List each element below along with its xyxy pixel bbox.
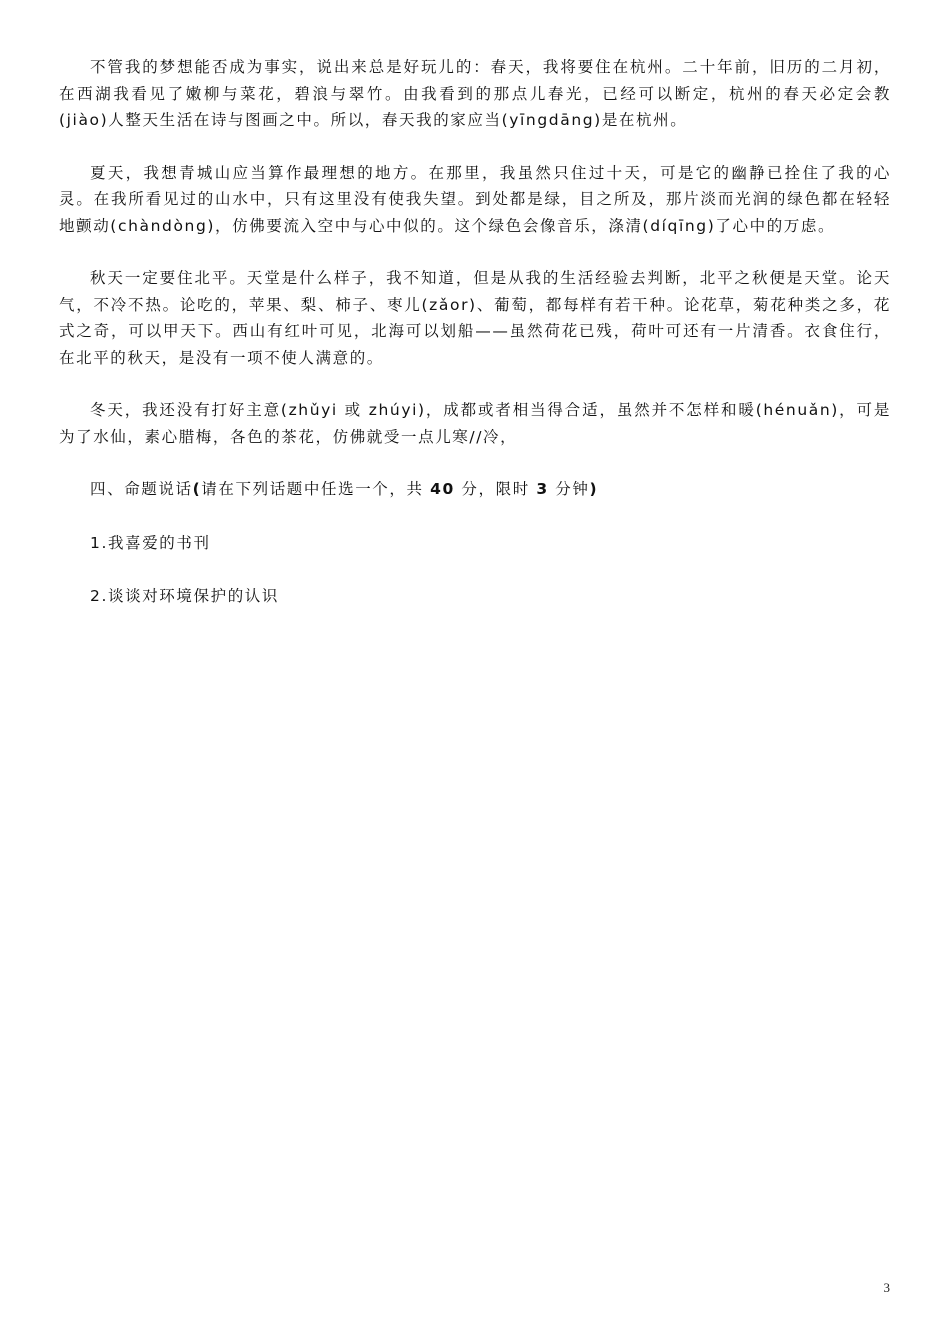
section-instruction-3: 分钟 bbox=[548, 480, 590, 498]
topic-item-1: 1.我喜爱的书刊 bbox=[90, 533, 211, 552]
document-page bbox=[59, 54, 891, 637]
section-heading bbox=[59, 476, 891, 503]
page-number: 3 bbox=[883, 1280, 890, 1295]
section-instruction-1: 请在下列话题中任选一个，共 bbox=[201, 480, 431, 498]
paragraph-spring: 不管我的梦想能否成为事实，说出来总是好玩儿的：春天，我将要住在杭州。二十年前，旧历的二月初，在西湖我看见了嫩柳与菜花，碧浪与翠竹。由我看到的那点儿春光，已经可以断定，杭州的春天必定会教(jiào)人整天生活在诗与图画之中。所以，春天我的家应当(yīngdāng)是在杭州。 bbox=[59, 58, 891, 129]
paragraph-winter: 冬天，我还没有打好主意(zhǔyi 或 zhúyi)，成都或者相当得合适，虽然并不怎样和暖(hénuǎn)，可是为了水仙，素心腊梅，各色的茶花，仿佛就受一点儿寒//冷， bbox=[59, 401, 891, 446]
section-close-paren: ) bbox=[589, 480, 599, 498]
section-open-paren: ( bbox=[192, 480, 202, 498]
topic-item-2: 2.谈谈对环境保护的认识 bbox=[90, 587, 279, 605]
paragraph-summer: 夏天，我想青城山应当算作最理想的地方。在那里，我虽然只住过十天，可是它的幽静已拴住了我的心灵。在我所看见过的山水中，只有这里没有使我失望。到处都是绿，目之所及，那片淡而光润的绿色都在轻轻地颤动(chàndòng)，仿佛要流入空中与心中似的。这个绿色会像音乐，涤清(díqīng)了心中的万虑。 bbox=[59, 163, 891, 235]
section-prefix: 四、命题说话 bbox=[90, 480, 193, 498]
section-points: 40 bbox=[430, 480, 455, 498]
section-minutes: 3 bbox=[536, 480, 549, 498]
paragraph-autumn: 秋天一定要住北平。天堂是什么样子，我不知道，但是从我的生活经验去判断，北平之秋便是天堂。论天气，不冷不热。论吃的，苹果、梨、柿子、枣儿(zǎor)、葡萄，都每样有若干种。论花草，菊花种类之多，花式之奇，可以甲天下。西山有红叶可见，北海可以划船——虽然荷花已残，荷叶可还有一片清香。衣食住行，在北平的秋天，是没有一项不使人满意的。 bbox=[59, 269, 891, 367]
section-instruction-2: 分，限时 bbox=[454, 480, 537, 498]
